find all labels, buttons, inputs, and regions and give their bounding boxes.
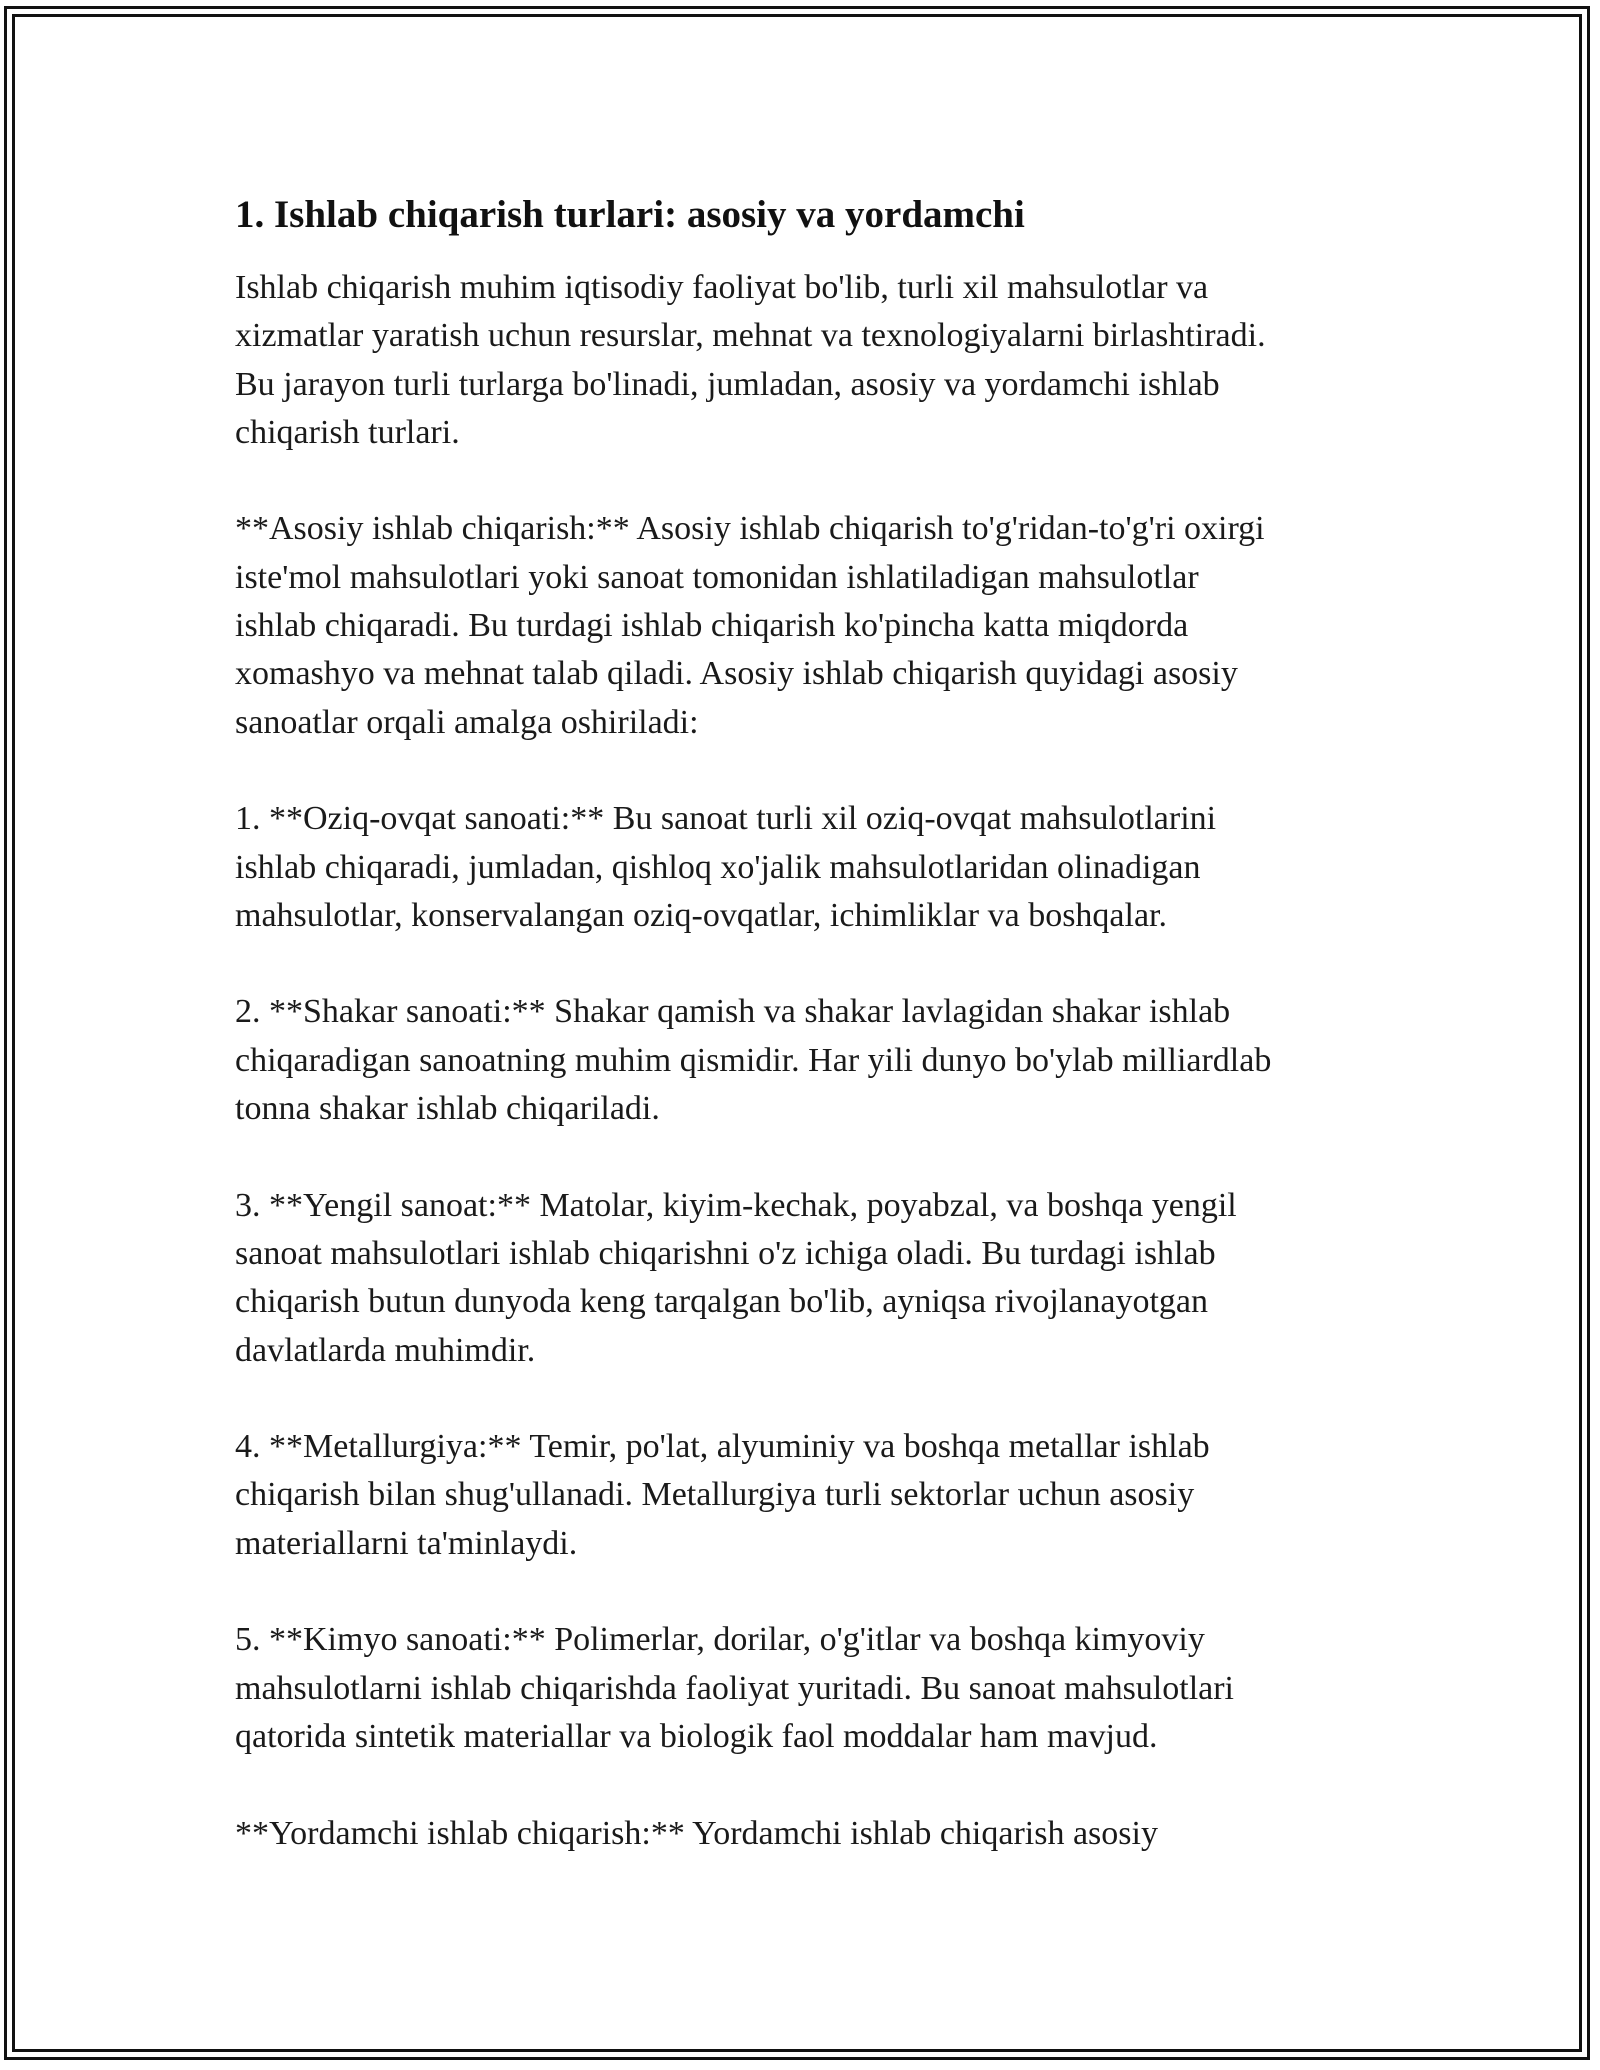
primary-production-paragraph: **Asosiy ishlab chiqarish:** Asosiy ishlab chiqarish to'g'ridan-to'g'ri oxirgi iste'mol mahsulotlari yoki sanoat tomonidan ishlatiladigan mahsulotlar ishlab chiqaradi. Bu turdagi ishlab chiqarish ko'pincha katta miqdorda xomashyo va mehnat talab qiladi. Asosiy ishlab chiqarish quyidagi asosiy sanoatlar orqali amalga oshiriladi: bbox=[235, 510, 1265, 741]
auxiliary-production-paragraph: **Yordamchi ishlab chiqarish:** Yordamchi ishlab chiqarish asosiy bbox=[235, 1814, 1158, 1852]
list-item-chemical-industry: 5. **Kimyo sanoati:** Polimerlar, dorilar, o'g'itlar va boshqa kimyoviy mahsulotlarni ishlab chiqarishda faoliyat yuritadi. Bu sanoat mahsulotlari qatorida sintetik materiallar va biologik faol moddalar ham mavjud. bbox=[235, 1621, 1234, 1755]
list-item-sugar-industry: 2. **Shakar sanoati:** Shakar qamish va shakar lavlagidan shakar ishlab chiqaradigan sanoatning muhim qismidir. Har yili dunyo bo'ylab milliardlab tonna shakar ishlab chiqariladi. bbox=[235, 993, 1272, 1128]
list-item-metallurgy: 4. **Metallurgiya:** Temir, po'lat, alyuminiy va boshqa metallar ishlab chiqarish bilan shug'ullanadi. Metallurgiya turli sektorlar uchun asosiy materiallarni ta'minlaydi. bbox=[235, 1428, 1210, 1562]
list-item-light-industry: 3. **Yengil sanoat:** Matolar, kiyim-kechak, poyabzal, va boshqa yengil sanoat mahsulotlari ishlab chiqarishni o'z ichiga oladi. Bu turdagi ishlab chiqarish butun dunyoda keng tarqalgan bo'lib, ayniqsa rivojlanayotgan davlatlarda muhimdir. bbox=[235, 1186, 1237, 1369]
list-item-food-industry: 1. **Oziq-ovqat sanoati:** Bu sanoat turli xil oziq-ovqat mahsulotlarini ishlab chiqaradi, jumladan, qishloq xo'jalik mahsulotlaridan olinadigan mahsulotlar, konservalangan oziq-ovqatlar, ichimliklar va boshqalar. bbox=[235, 800, 1217, 934]
intro-paragraph: Ishlab chiqarish muhim iqtisodiy faoliyat bo'lib, turli xil mahsulotlar va xizmatlar yaratish uchun resurslar, mehnat va texnologiyalarni birlashtiradi. Bu jarayon turli turlarga bo'linadi, jumladan, asosiy va yordamchi ishlab chiqarish turlari. bbox=[235, 269, 1266, 451]
document-body bbox=[235, 186, 1375, 1858]
section-title: 1. Ishlab chiqarish turlari: asosiy va yordamchi bbox=[235, 193, 1025, 236]
